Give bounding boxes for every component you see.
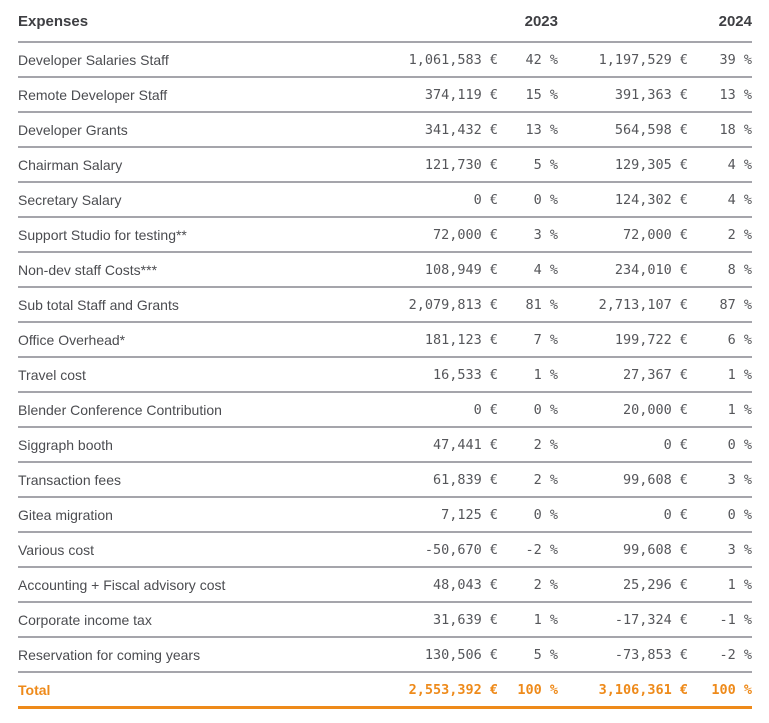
row-label: Corporate income tax: [18, 602, 378, 637]
row-label: Accounting + Fiscal advisory cost: [18, 567, 378, 602]
amount-2024: 0 €: [558, 427, 688, 462]
amount-2024: 25,296 €: [558, 567, 688, 602]
total-pct-2023: 100 %: [498, 672, 558, 708]
table-row: [18, 217, 752, 252]
amount-2023: 1,061,583 €: [378, 42, 498, 77]
pct-2023: 2 %: [498, 567, 558, 602]
amount-2023: 61,839 €: [378, 462, 498, 497]
amount-2024: 564,598 €: [558, 112, 688, 147]
table-row: [18, 392, 752, 427]
amount-2024: 2,713,107 €: [558, 287, 688, 322]
amount-2024: 234,010 €: [558, 252, 688, 287]
total-amount-2024: 3,106,361 €: [558, 672, 688, 708]
pct-2023: 3 %: [498, 217, 558, 252]
table-row: [18, 357, 752, 392]
amount-2024: -17,324 €: [558, 602, 688, 637]
row-label: Travel cost: [18, 357, 378, 392]
table-row: [18, 77, 752, 112]
table-row: [18, 147, 752, 182]
column-header-2024: 2024: [558, 0, 752, 42]
pct-2024: 1 %: [688, 392, 752, 427]
pct-2024: 1 %: [688, 567, 752, 602]
amount-2024: 129,305 €: [558, 147, 688, 182]
amount-2023: 130,506 €: [378, 637, 498, 672]
pct-2023: 42 %: [498, 42, 558, 77]
column-header-expenses: Expenses: [18, 0, 378, 42]
amount-2023: 72,000 €: [378, 217, 498, 252]
pct-2023: 0 %: [498, 392, 558, 427]
pct-2023: 7 %: [498, 322, 558, 357]
amount-2023: 7,125 €: [378, 497, 498, 532]
table-row: [18, 532, 752, 567]
row-label: Non-dev staff Costs***: [18, 252, 378, 287]
table-row: [18, 462, 752, 497]
amount-2024: 124,302 €: [558, 182, 688, 217]
amount-2023: 121,730 €: [378, 147, 498, 182]
pct-2023: 4 %: [498, 252, 558, 287]
expenses-table: [18, 0, 752, 709]
amount-2023: 0 €: [378, 182, 498, 217]
pct-2023: 2 %: [498, 427, 558, 462]
row-label: Gitea migration: [18, 497, 378, 532]
total-pct-2024: 100 %: [688, 672, 752, 708]
pct-2024: 8 %: [688, 252, 752, 287]
table-row: [18, 427, 752, 462]
header-row: [18, 0, 752, 42]
row-label: Blender Conference Contribution: [18, 392, 378, 427]
amount-2023: 48,043 €: [378, 567, 498, 602]
pct-2024: -2 %: [688, 637, 752, 672]
amount-2024: 27,367 €: [558, 357, 688, 392]
amount-2023: 181,123 €: [378, 322, 498, 357]
table-row: [18, 322, 752, 357]
amount-2024: 1,197,529 €: [558, 42, 688, 77]
row-label: Secretary Salary: [18, 182, 378, 217]
table-row: [18, 637, 752, 672]
amount-2023: 0 €: [378, 392, 498, 427]
pct-2023: 5 %: [498, 637, 558, 672]
pct-2024: 4 %: [688, 182, 752, 217]
total-label: Total: [18, 672, 378, 708]
amount-2024: 20,000 €: [558, 392, 688, 427]
table-row: [18, 567, 752, 602]
pct-2024: 0 %: [688, 497, 752, 532]
pct-2024: 3 %: [688, 532, 752, 567]
row-label: Office Overhead*: [18, 322, 378, 357]
row-label: Siggraph booth: [18, 427, 378, 462]
amount-2024: 99,608 €: [558, 532, 688, 567]
row-label: Support Studio for testing**: [18, 217, 378, 252]
pct-2023: -2 %: [498, 532, 558, 567]
pct-2023: 15 %: [498, 77, 558, 112]
amount-2024: 391,363 €: [558, 77, 688, 112]
amount-2023: 47,441 €: [378, 427, 498, 462]
amount-2023: -50,670 €: [378, 532, 498, 567]
row-label: Developer Salaries Staff: [18, 42, 378, 77]
table-row: [18, 497, 752, 532]
amount-2024: 99,608 €: [558, 462, 688, 497]
column-header-2023: 2023: [378, 0, 558, 42]
pct-2023: 13 %: [498, 112, 558, 147]
pct-2024: 3 %: [688, 462, 752, 497]
amount-2023: 341,432 €: [378, 112, 498, 147]
amount-2024: -73,853 €: [558, 637, 688, 672]
amount-2023: 31,639 €: [378, 602, 498, 637]
pct-2024: 0 %: [688, 427, 752, 462]
row-label: Chairman Salary: [18, 147, 378, 182]
pct-2024: 4 %: [688, 147, 752, 182]
amount-2023: 108,949 €: [378, 252, 498, 287]
pct-2024: 6 %: [688, 322, 752, 357]
amount-2024: 0 €: [558, 497, 688, 532]
pct-2023: 0 %: [498, 497, 558, 532]
pct-2024: 2 %: [688, 217, 752, 252]
row-label: Transaction fees: [18, 462, 378, 497]
amount-2024: 72,000 €: [558, 217, 688, 252]
table-row: [18, 182, 752, 217]
amount-2024: 199,722 €: [558, 322, 688, 357]
pct-2024: 18 %: [688, 112, 752, 147]
pct-2024: 39 %: [688, 42, 752, 77]
pct-2023: 1 %: [498, 357, 558, 392]
table-row: [18, 252, 752, 287]
amount-2023: 2,079,813 €: [378, 287, 498, 322]
table-row-subtotal: [18, 287, 752, 322]
row-label: Sub total Staff and Grants: [18, 287, 378, 322]
row-label: Developer Grants: [18, 112, 378, 147]
pct-2023: 0 %: [498, 182, 558, 217]
amount-2023: 16,533 €: [378, 357, 498, 392]
table-row: [18, 602, 752, 637]
row-label: Various cost: [18, 532, 378, 567]
pct-2024: 13 %: [688, 77, 752, 112]
pct-2024: 1 %: [688, 357, 752, 392]
pct-2023: 1 %: [498, 602, 558, 637]
amount-2023: 374,119 €: [378, 77, 498, 112]
total-row: [18, 672, 752, 708]
total-amount-2023: 2,553,392 €: [378, 672, 498, 708]
table-row: [18, 42, 752, 77]
row-label: Reservation for coming years: [18, 637, 378, 672]
row-label: Remote Developer Staff: [18, 77, 378, 112]
table-row: [18, 112, 752, 147]
pct-2023: 5 %: [498, 147, 558, 182]
pct-2023: 2 %: [498, 462, 558, 497]
pct-2024: 87 %: [688, 287, 752, 322]
pct-2023: 81 %: [498, 287, 558, 322]
pct-2024: -1 %: [688, 602, 752, 637]
